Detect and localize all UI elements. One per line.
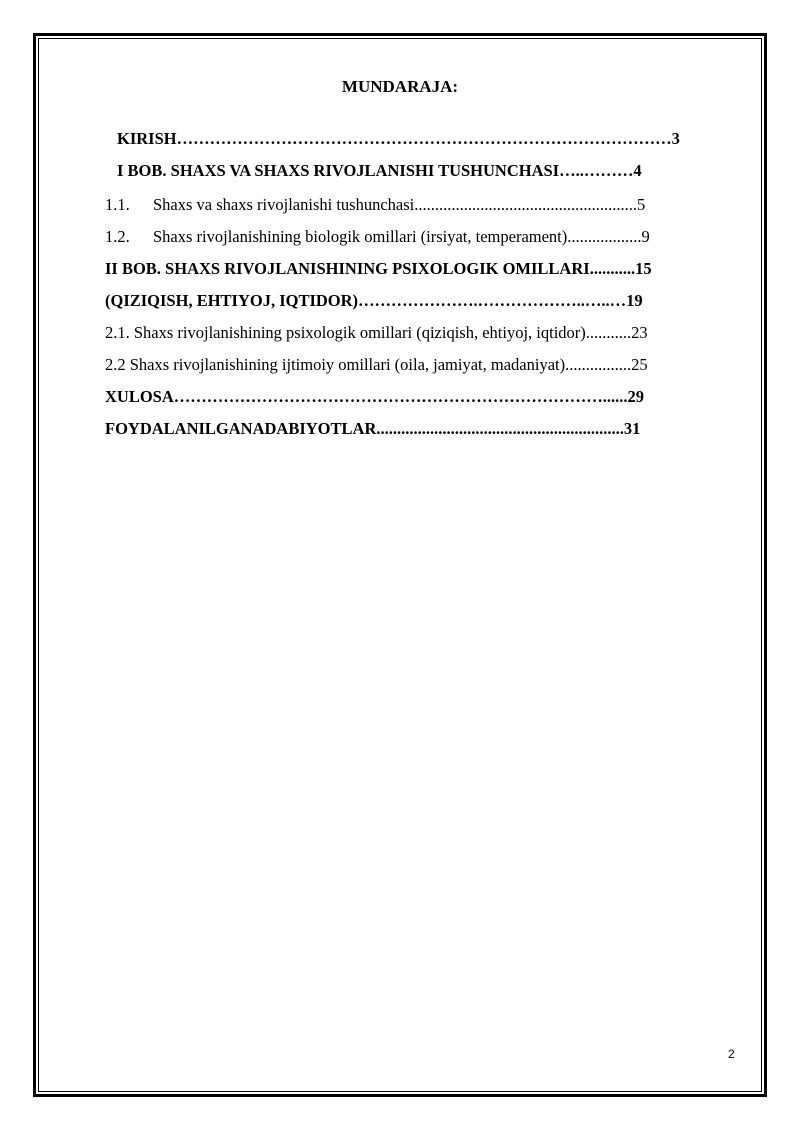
toc-entry-chapter-2-continued: (QIZIQISH, EHTIYOJ, IQTIDOR)………………….………………..…..…19 (105, 291, 643, 310)
toc-entry-number: 1.1. (105, 195, 130, 214)
toc-entry-section-2-1: 2.1. Shaxs rivojlanishining psixologik omillari (qiziqish, ehtiyoj, iqtidor)...........23 (105, 323, 648, 342)
page-number: 2 (728, 1047, 735, 1061)
page-title: MUNDARAJA: (341, 77, 459, 96)
toc-entry-kirish: KIRISH………………………………………………………………………………3 (117, 129, 680, 148)
toc-entry-xulosa: XULOSA……………………………………………………………………......29 (105, 387, 645, 406)
toc-entry-chapter-1: I BOB. SHAXS VA SHAXS RIVOJLANISHI TUSHUNCHASI…..………4 (117, 161, 642, 180)
toc-entry-number: 1.2. (105, 227, 130, 246)
toc-entry-section-1-2 (105, 226, 725, 250)
toc-entry-chapter-2: II BOB. SHAXS RIVOJLANISHINING PSIXOLOGIK OMILLARI...........15 (105, 259, 652, 278)
toc-entry-section-2-2: 2.2 Shaxs rivojlanishining ijtimoiy omillari (oila, jamiyat, madaniyat)................25 (105, 355, 648, 374)
toc-entry-bibliography: FOYDALANILGANADABIYOTLAR............................................................31 (105, 419, 641, 438)
toc-entry-text: Shaxs va shaxs rivojlanishi tushunchasi......................................................5 (153, 195, 646, 214)
toc-entry-section-1-1 (105, 194, 725, 218)
toc-entry-text: Shaxs rivojlanishining biologik omillari (irsiyat, temperament)..................9 (153, 227, 650, 246)
